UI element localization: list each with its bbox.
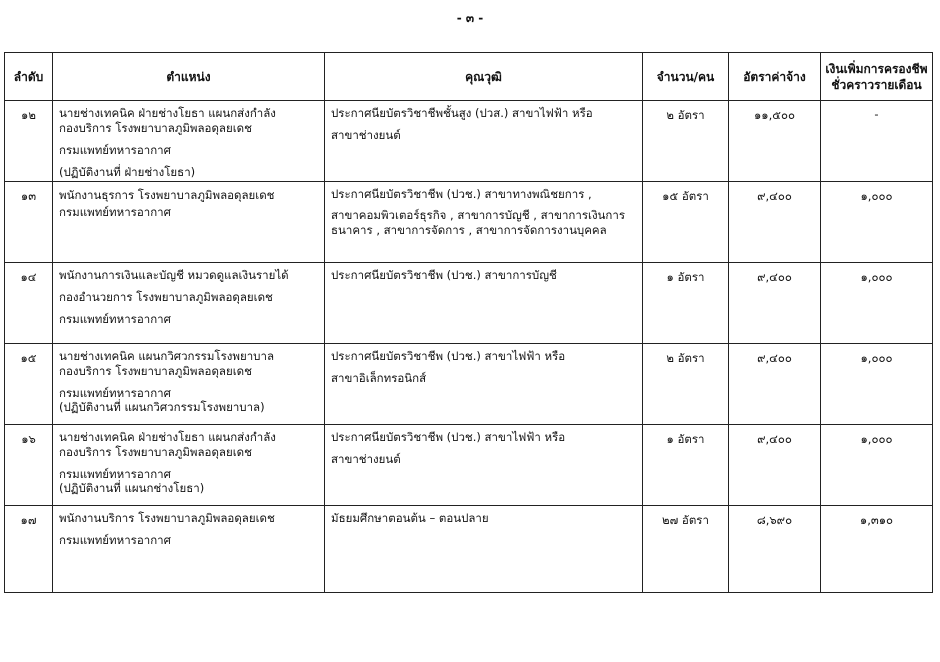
position-line: นายช่างเทคนิค ฝ่ายช่างโยธา แผนกส่งกำลัง <box>59 106 276 120</box>
table-row <box>5 344 933 425</box>
salary: ๙,๔๐๐ <box>757 351 792 365</box>
row-number: ๑๔ <box>20 270 37 284</box>
position-line: กองบริการ โรงพยาบาลภูมิพลอดุลยเดช <box>59 364 252 378</box>
qualification-line: ประกาศนียบัตรวิชาชีพ (ปวช.) สาขาการบัญชี <box>331 268 557 282</box>
salary: ๘,๖๙๐ <box>756 513 793 527</box>
qualification-line: สาขาช่างยนต์ <box>331 128 401 142</box>
table-row <box>5 182 933 263</box>
row-number: ๑๕ <box>20 351 37 365</box>
headcount: ๒๗ อัตรา <box>662 513 709 527</box>
position-line: กรมแพทย์ทหารอากาศ <box>59 533 171 547</box>
table-row <box>5 506 933 593</box>
position-line: (ปฏิบัติงานที่ แผนกช่างโยธา) <box>59 481 205 495</box>
position-line: นายช่างเทคนิค แผนกวิศวกรรมโรงพยาบาล <box>59 349 274 363</box>
position-line: กรมแพทย์ทหารอากาศ <box>59 312 171 326</box>
position-line: กรมแพทย์ทหารอากาศ <box>59 143 171 157</box>
qualification-line: มัธยมศึกษาตอนต้น – ตอนปลาย <box>331 511 489 525</box>
headcount: ๑ อัตรา <box>666 270 705 284</box>
allowance: ๑,๐๐๐ <box>860 189 893 203</box>
table-header-row <box>5 53 933 101</box>
job-positions-table <box>4 52 933 593</box>
row-number: ๑๖ <box>21 432 36 446</box>
position-line: พนักงานบริการ โรงพยาบาลภูมิพลอดุลยเดช <box>59 511 275 525</box>
allowance: ๑,๐๐๐ <box>860 432 893 446</box>
qualification-line: ธนาคาร , สาขาการจัดการ , สาขาการจัดการงานบุคคล <box>331 223 607 237</box>
allowance: ๑,๐๐๐ <box>860 351 893 365</box>
table-row <box>5 101 933 182</box>
position-line: กรมแพทย์ทหารอากาศ <box>59 205 171 219</box>
salary: ๙,๔๐๐ <box>757 432 792 446</box>
position-line: กองอำนวยการ โรงพยาบาลภูมิพลอดุลยเดช <box>59 290 273 304</box>
qualification-line: ประกาศนียบัตรวิชาชีพ (ปวช.) สาขาไฟฟ้า หรือ <box>331 349 566 363</box>
qualification-line: ประกาศนียบัตรวิชาชีพชั้นสูง (ปวส.) สาขาไฟฟ้า หรือ <box>331 106 593 120</box>
header-allowance-line2: ชั่วคราวรายเดือน <box>831 77 922 92</box>
table-row <box>5 263 933 344</box>
allowance: ๑,๐๐๐ <box>860 270 893 284</box>
salary: ๑๑,๕๐๐ <box>754 108 795 122</box>
salary: ๙,๔๐๐ <box>757 270 792 284</box>
position-line: กองบริการ โรงพยาบาลภูมิพลอดุลยเดช <box>59 121 252 135</box>
page-number: - ๓ - <box>456 11 484 25</box>
row-number: ๑๓ <box>20 189 37 203</box>
position-line: กรมแพทย์ทหารอากาศ <box>59 467 171 481</box>
position-line: กรมแพทย์ทหารอากาศ <box>59 386 171 400</box>
position-line: กองบริการ โรงพยาบาลภูมิพลอดุลยเดช <box>59 445 252 459</box>
table-row <box>5 425 933 506</box>
row-number: ๑๒ <box>21 108 36 122</box>
position-line: นายช่างเทคนิค ฝ่ายช่างโยธา แผนกส่งกำลัง <box>59 430 276 444</box>
headcount: ๑๕ อัตรา <box>662 189 709 203</box>
headcount: ๒ อัตรา <box>666 351 705 365</box>
qualification-line: ประกาศนียบัตรวิชาชีพ (ปวช.) สาขาทางพณิชยการ , <box>331 187 592 201</box>
header-allowance <box>821 53 933 101</box>
header-allowance-line1: เงินเพิ่มการครองชีพ <box>825 61 928 76</box>
position-line: พนักงานธุรการ โรงพยาบาลภูมิพลอดุลยเดช <box>59 188 275 202</box>
salary: ๙,๔๐๐ <box>757 189 792 203</box>
headcount: ๑ อัตรา <box>666 432 705 446</box>
allowance: - <box>874 107 879 121</box>
row-number: ๑๗ <box>20 513 37 527</box>
header-qualification: คุณวุฒิ <box>325 53 643 101</box>
qualification-line: สาขาอิเล็กทรอนิกส์ <box>331 371 427 385</box>
header-position: ตำแหน่ง <box>53 53 325 101</box>
header-salary: อัตราค่าจ้าง <box>729 53 821 101</box>
headcount: ๒ อัตรา <box>666 108 705 122</box>
allowance: ๑,๓๑๐ <box>859 513 894 527</box>
qualification-line: สาขาช่างยนต์ <box>331 452 401 466</box>
qualification-line: สาขาคอมพิวเตอร์ธุรกิจ , สาขาการบัญชี , สาขาการเงินการ <box>331 208 626 222</box>
qualification-line: ประกาศนียบัตรวิชาชีพ (ปวช.) สาขาไฟฟ้า หรือ <box>331 430 566 444</box>
header-count: จำนวน/คน <box>643 53 729 101</box>
position-line: พนักงานการเงินและบัญชี หมวดดูแลเงินรายได้ <box>59 268 289 282</box>
header-no: ลำดับ <box>5 53 53 101</box>
position-line: (ปฏิบัติงานที่ แผนกวิศวกรรมโรงพยาบาล) <box>59 400 265 414</box>
position-line: (ปฏิบัติงานที่ ฝ่ายช่างโยธา) <box>59 165 196 179</box>
